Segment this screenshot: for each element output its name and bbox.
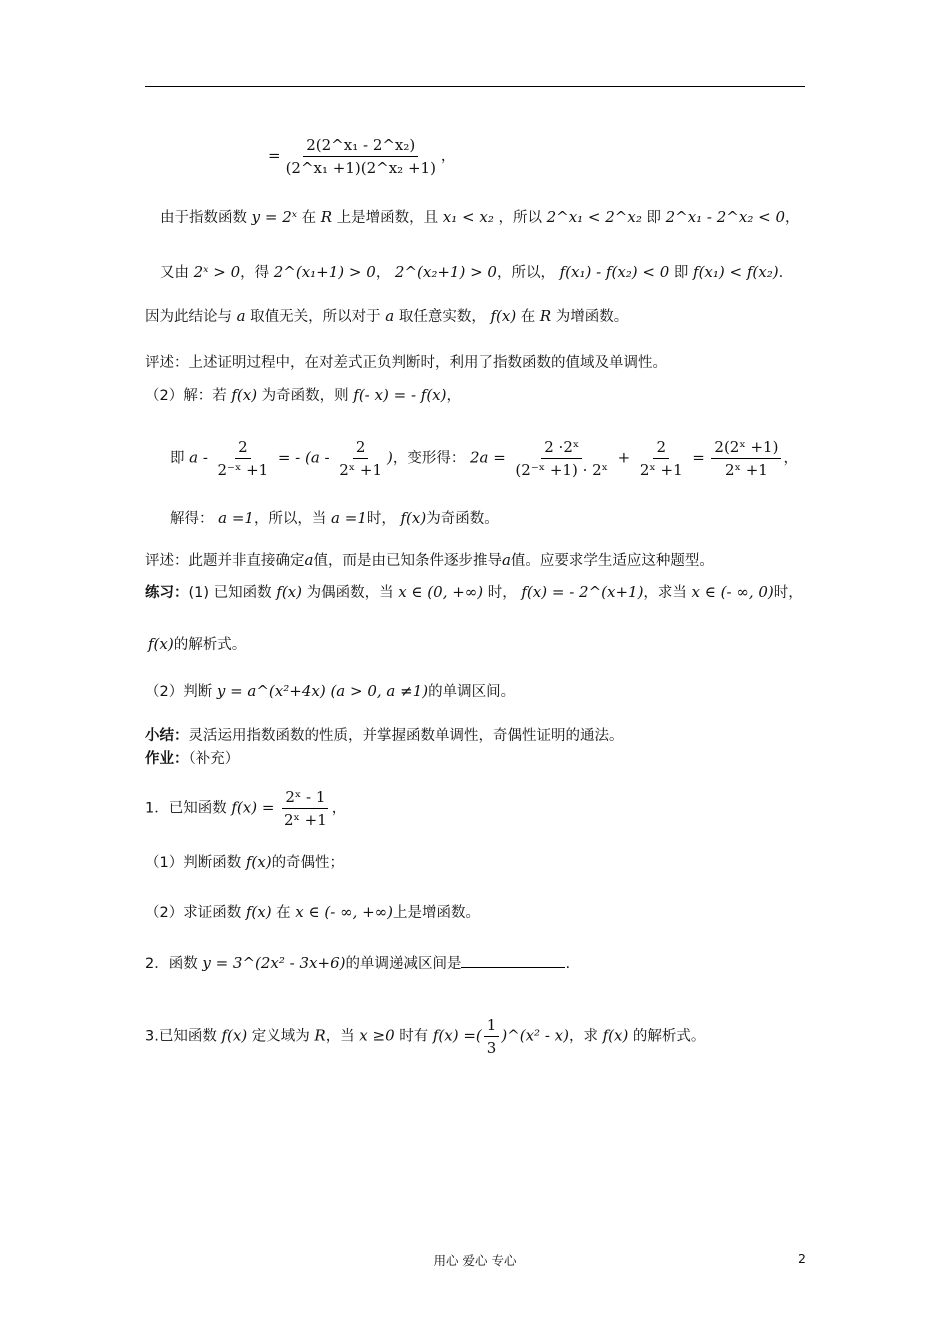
math: y = 3^(2x² - 3x+6): [202, 954, 346, 972]
fraction-numerator: 1: [484, 1015, 500, 1037]
text-line-3: [160, 262, 783, 283]
text: （2）解：若: [145, 388, 227, 404]
math: f(x): [400, 509, 427, 527]
fraction: [484, 1015, 500, 1058]
text: 3.已知函数: [145, 1028, 217, 1045]
math: f(- x) = - f(x): [353, 386, 447, 404]
text: ，: [375, 265, 391, 281]
problem-3: [145, 1015, 705, 1058]
eq-line-1: [268, 135, 455, 178]
fraction-numerator: 2: [653, 437, 669, 459]
header-rule: [145, 86, 805, 87]
math: a -: [189, 448, 208, 467]
text: 为增函数。: [555, 309, 629, 325]
text: ，: [783, 450, 798, 467]
text: 的单调区间。: [428, 684, 516, 700]
text: 时有: [399, 1028, 429, 1045]
math: f(x): [221, 1026, 248, 1045]
fraction-denominator: (2^x₁ +1)(2^x₂ +1): [285, 159, 436, 177]
homework-label: 作业：: [145, 751, 189, 767]
math: f(x): [245, 903, 272, 921]
fraction-numerator: 2: [235, 437, 251, 459]
math: 2^(x₂+1) > 0: [394, 263, 497, 281]
text: 2．函数: [145, 956, 198, 972]
eq-fraction: [283, 135, 439, 178]
text: 解得：: [170, 511, 214, 527]
fraction-denominator: (2⁻ˣ +1) · 2ˣ: [515, 461, 609, 479]
math: f(x): [231, 386, 258, 404]
fraction: [281, 787, 330, 830]
text: 取值无关，所以对于: [250, 309, 381, 325]
math: =: [692, 448, 705, 467]
math: 2a =: [469, 448, 506, 467]
text: 上是增函数，且: [336, 210, 439, 226]
text: （补充）: [188, 751, 240, 767]
text: .: [565, 956, 571, 972]
math: x₁ < x₂: [442, 208, 494, 226]
math: f(x): [602, 1026, 629, 1045]
text: ，得: [240, 265, 270, 281]
text: 在: [301, 210, 317, 226]
fraction: [512, 437, 611, 480]
answer-blank: [461, 953, 565, 968]
text-line-11: [148, 634, 246, 655]
exercise-line: [145, 582, 803, 603]
problem-1: [145, 787, 346, 830]
math: y = a^(x²+4x) (a > 0, a ≠1): [216, 682, 429, 700]
text: 时，: [773, 585, 803, 601]
math: R: [539, 307, 552, 325]
text-line-4: [145, 306, 628, 327]
text: ，求当: [643, 585, 687, 601]
fraction-numerator: 2ˣ - 1: [282, 787, 328, 809]
text: 的解析式。: [632, 1028, 706, 1045]
text: 在: [276, 905, 291, 921]
text: 即: [646, 210, 661, 226]
problem-1-part-2: [145, 902, 480, 923]
text: ，所以，当: [253, 511, 327, 527]
comment-line-2: [145, 550, 714, 571]
math: +: [617, 448, 631, 467]
math: 2^x₁ - 2^x₂ < 0: [665, 208, 785, 226]
text-line-12: [145, 681, 515, 702]
text: 又由: [160, 265, 189, 281]
page-number: 2: [798, 1251, 806, 1266]
text-line-8: [170, 508, 499, 529]
text: （2）判断: [145, 684, 213, 700]
text: ，求: [568, 1028, 598, 1045]
text: ，: [785, 210, 800, 226]
text: ，: [446, 388, 461, 404]
text: .: [778, 265, 784, 281]
fraction: [711, 437, 781, 480]
text: ，所以: [498, 210, 542, 226]
summary-line: [145, 726, 624, 746]
math: f(x): [490, 307, 517, 325]
math: ): [387, 448, 393, 467]
eq-line-7: [170, 437, 798, 480]
text: 为偶函数，当: [306, 585, 394, 601]
text: 值，而是由已知条件逐步推导: [313, 553, 502, 569]
math: f(x): [148, 635, 174, 653]
text: 时，: [366, 511, 396, 527]
text: 即: [673, 265, 689, 281]
text: 的奇偶性；: [271, 855, 345, 871]
fraction-denominator: 3: [486, 1039, 497, 1057]
text: 评述：此题并非直接确定: [145, 553, 305, 569]
math: f(x) =: [231, 798, 275, 817]
math: 2^(x₁+1) > 0: [273, 263, 376, 281]
text: 即: [170, 450, 185, 467]
fraction-denominator: 2⁻ˣ +1: [217, 461, 269, 479]
math: f(x₁) - f(x₂) < 0: [559, 263, 670, 281]
text: ，: [331, 800, 347, 817]
math: R: [320, 208, 333, 226]
fraction: [336, 437, 385, 480]
math: = - (a -: [277, 448, 330, 467]
math: R: [314, 1026, 326, 1045]
text: （1）判断函数: [145, 855, 242, 871]
text: 取任意实数，: [398, 309, 486, 325]
eq-suffix: ，: [440, 148, 456, 165]
math: f(x): [276, 583, 302, 601]
math: f(x): [245, 853, 272, 871]
comment-line-1: [145, 353, 667, 373]
text: （2）求证函数: [145, 905, 242, 921]
text: 为奇函数。: [426, 511, 499, 527]
math: f(x) = - 2^(x+1): [521, 583, 644, 601]
eq-prefix: =: [268, 146, 281, 165]
text: 上是增函数。: [393, 905, 481, 921]
fraction-denominator: 2ˣ +1: [639, 461, 683, 479]
text: 评述：上述证明过程中，在对差式正负判断时，利用了指数函数的值域及单调性。: [145, 355, 667, 371]
text: 1．已知函数: [145, 800, 227, 817]
math: a =1: [218, 509, 254, 527]
math: 2^x₁ < 2^x₂: [546, 208, 642, 226]
text: ，当: [325, 1028, 355, 1045]
text: 时，: [487, 585, 517, 601]
fraction-numerator: 2(2ˣ +1): [711, 437, 781, 459]
math: 2ˣ > 0: [193, 263, 241, 281]
fraction-numerator: 2 ·2ˣ: [541, 437, 582, 459]
fraction: [637, 437, 686, 480]
math: y = 2ˣ: [251, 208, 298, 226]
summary-label: 小结：: [145, 728, 189, 744]
text: 由于指数函数: [160, 210, 247, 226]
math: a: [385, 307, 395, 325]
fraction-numerator: 2: [353, 437, 369, 459]
math: a: [236, 307, 246, 325]
fraction-denominator: 2ˣ +1: [339, 461, 383, 479]
text: (1) 已知函数: [188, 585, 272, 601]
math: a: [501, 551, 511, 569]
fraction-denominator: 2ˣ +1: [284, 811, 327, 829]
text: 在: [520, 309, 536, 325]
fraction-numerator: 2(2^x₁ - 2^x₂): [303, 135, 418, 157]
fraction-denominator: 2ˣ +1: [725, 461, 768, 479]
math: x ∈ (0, +∞): [398, 583, 484, 601]
text: 因为此结论与: [145, 309, 232, 325]
text-line-6: [145, 385, 461, 406]
math: a: [304, 551, 314, 569]
text: 定义域为: [251, 1028, 310, 1045]
text: ，所以，: [496, 265, 555, 281]
text: 的解析式。: [173, 637, 247, 653]
problem-2: [145, 953, 570, 974]
math: x ∈ (- ∞, 0): [691, 583, 774, 601]
math: a =1: [331, 509, 367, 527]
exercise-label: 练习：: [145, 585, 189, 601]
text: 灵活运用指数函数的性质，并掌握函数单调性，奇偶性证明的通法。: [188, 728, 624, 744]
page-footer: 用心 爱心 专心: [433, 1253, 517, 1268]
math: x ≥0: [359, 1026, 395, 1045]
text: 的单调递减区间是: [345, 956, 462, 972]
text: 为奇函数，则: [261, 388, 349, 404]
math: f(x₁) < f(x₂): [693, 263, 779, 281]
text-line-2: [160, 207, 800, 228]
problem-1-part-1: [145, 852, 344, 873]
text: ，变形得：: [392, 450, 466, 467]
text: 值。应要求学生适应这种题型。: [510, 553, 714, 569]
math: )^(x² - x): [501, 1026, 569, 1045]
math: x ∈ (- ∞, +∞): [295, 903, 394, 921]
math: f(x) =(: [432, 1026, 482, 1045]
homework-line: [145, 749, 239, 769]
fraction: [215, 437, 272, 480]
